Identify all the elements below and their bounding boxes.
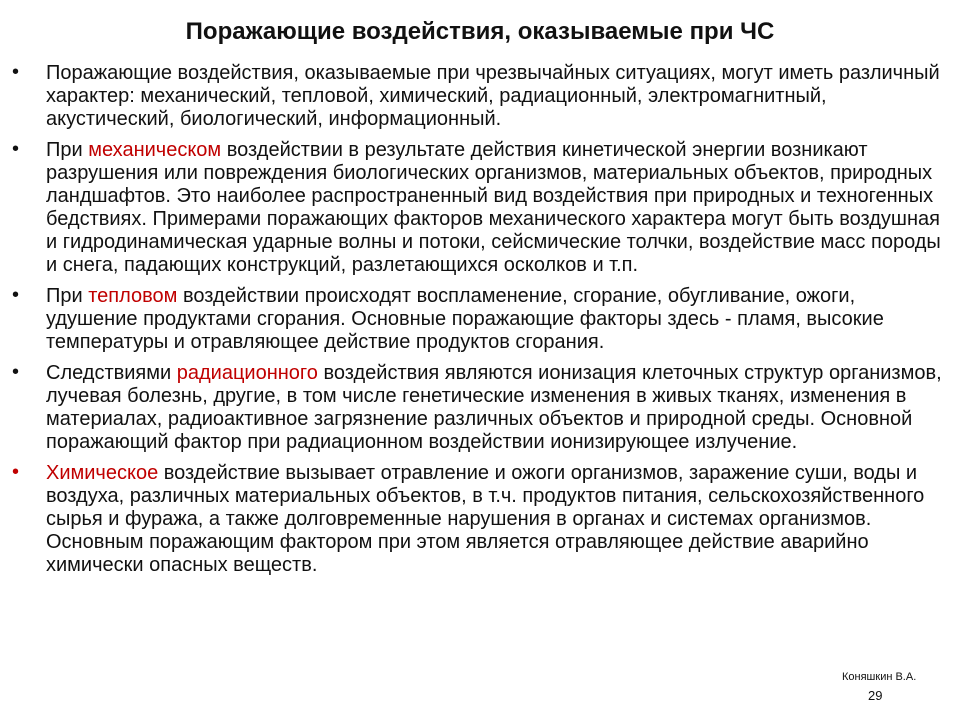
highlight-term: Химическое bbox=[46, 462, 159, 484]
bullet-icon: • bbox=[12, 361, 20, 383]
bullet-text-post: воздействия являются ионизация клеточных структур организмов, лучевая болезнь, другие, в том числе генетические изменения в живых тканях, изменения в материалах, радиоактивное загрязнение различных объектов и природной среды. Основной поражающий фактор при радиационном воздействии ионизирующее излучение. bbox=[46, 362, 942, 453]
bullet-item-mechanical bbox=[12, 139, 942, 277]
bullet-text-post: воздействие вызывает отравление и ожоги организмов, заражение суши, воды и воздуха, различных материальных объектов, в т.ч. продуктов питания, сельскохозяйственного сырья и фуража, а также долговременные нарушения в органах и системах организмов. Основным поражающим фактором при этом является отравляющее действие аварийно химически опасных веществ. bbox=[46, 462, 925, 576]
bullet-item-radiation bbox=[12, 362, 942, 454]
page-number: 29 bbox=[868, 688, 883, 703]
bullet-icon: • bbox=[12, 284, 20, 306]
bullet-item-chemical bbox=[12, 462, 942, 577]
highlight-term: механическом bbox=[88, 139, 222, 161]
bullet-text-pre: При bbox=[46, 285, 89, 307]
highlight-term: радиационного bbox=[176, 362, 318, 384]
bullet-icon: • bbox=[12, 61, 20, 83]
bullet-icon: • bbox=[12, 461, 20, 483]
bullet-text-post: воздействии происходят воспламенение, сгорание, обугливание, ожоги, удушение продуктами сгорания. Основные поражающие факторы здесь - пламя, высокие температуры и отравляющее действие продуктов сгорания. bbox=[46, 285, 884, 353]
bullet-icon: • bbox=[12, 138, 20, 160]
slide-title: Поражающие воздействия, оказываемые при ЧС bbox=[185, 18, 775, 45]
highlight-term: тепловом bbox=[88, 285, 178, 307]
bullet-text: Поражающие воздействия, оказываемые при чрезвычайных ситуациях, могут иметь различный характер: механический, тепловой, химический, радиационный, электромагнитный, акустический, биологический, информационный. bbox=[46, 62, 940, 130]
bullet-item-overview bbox=[12, 62, 942, 131]
bullet-text-pre: При bbox=[46, 139, 89, 161]
bullet-text-post: воздействии в результате действия кинетической энергии возникают разрушения или повреждения биологических организмов, материальных объектов, природных ландшафтов. Это наиболее распространенный вид воздействия при природных и техногенных бедствиях. Примерами поражающих факторов механического характера могут быть воздушная и гидродинамическая ударные волны и потоки, сейсмические толчки, воздействие масс породы и снега, падающих конструкций, разлетающихся осколков и т.п. bbox=[46, 139, 941, 276]
bullet-list bbox=[12, 62, 942, 585]
bullet-text-pre: Следствиями bbox=[46, 362, 177, 384]
bullet-item-thermal bbox=[12, 285, 942, 354]
footer-author: Коняшкин В.А. bbox=[842, 671, 917, 683]
